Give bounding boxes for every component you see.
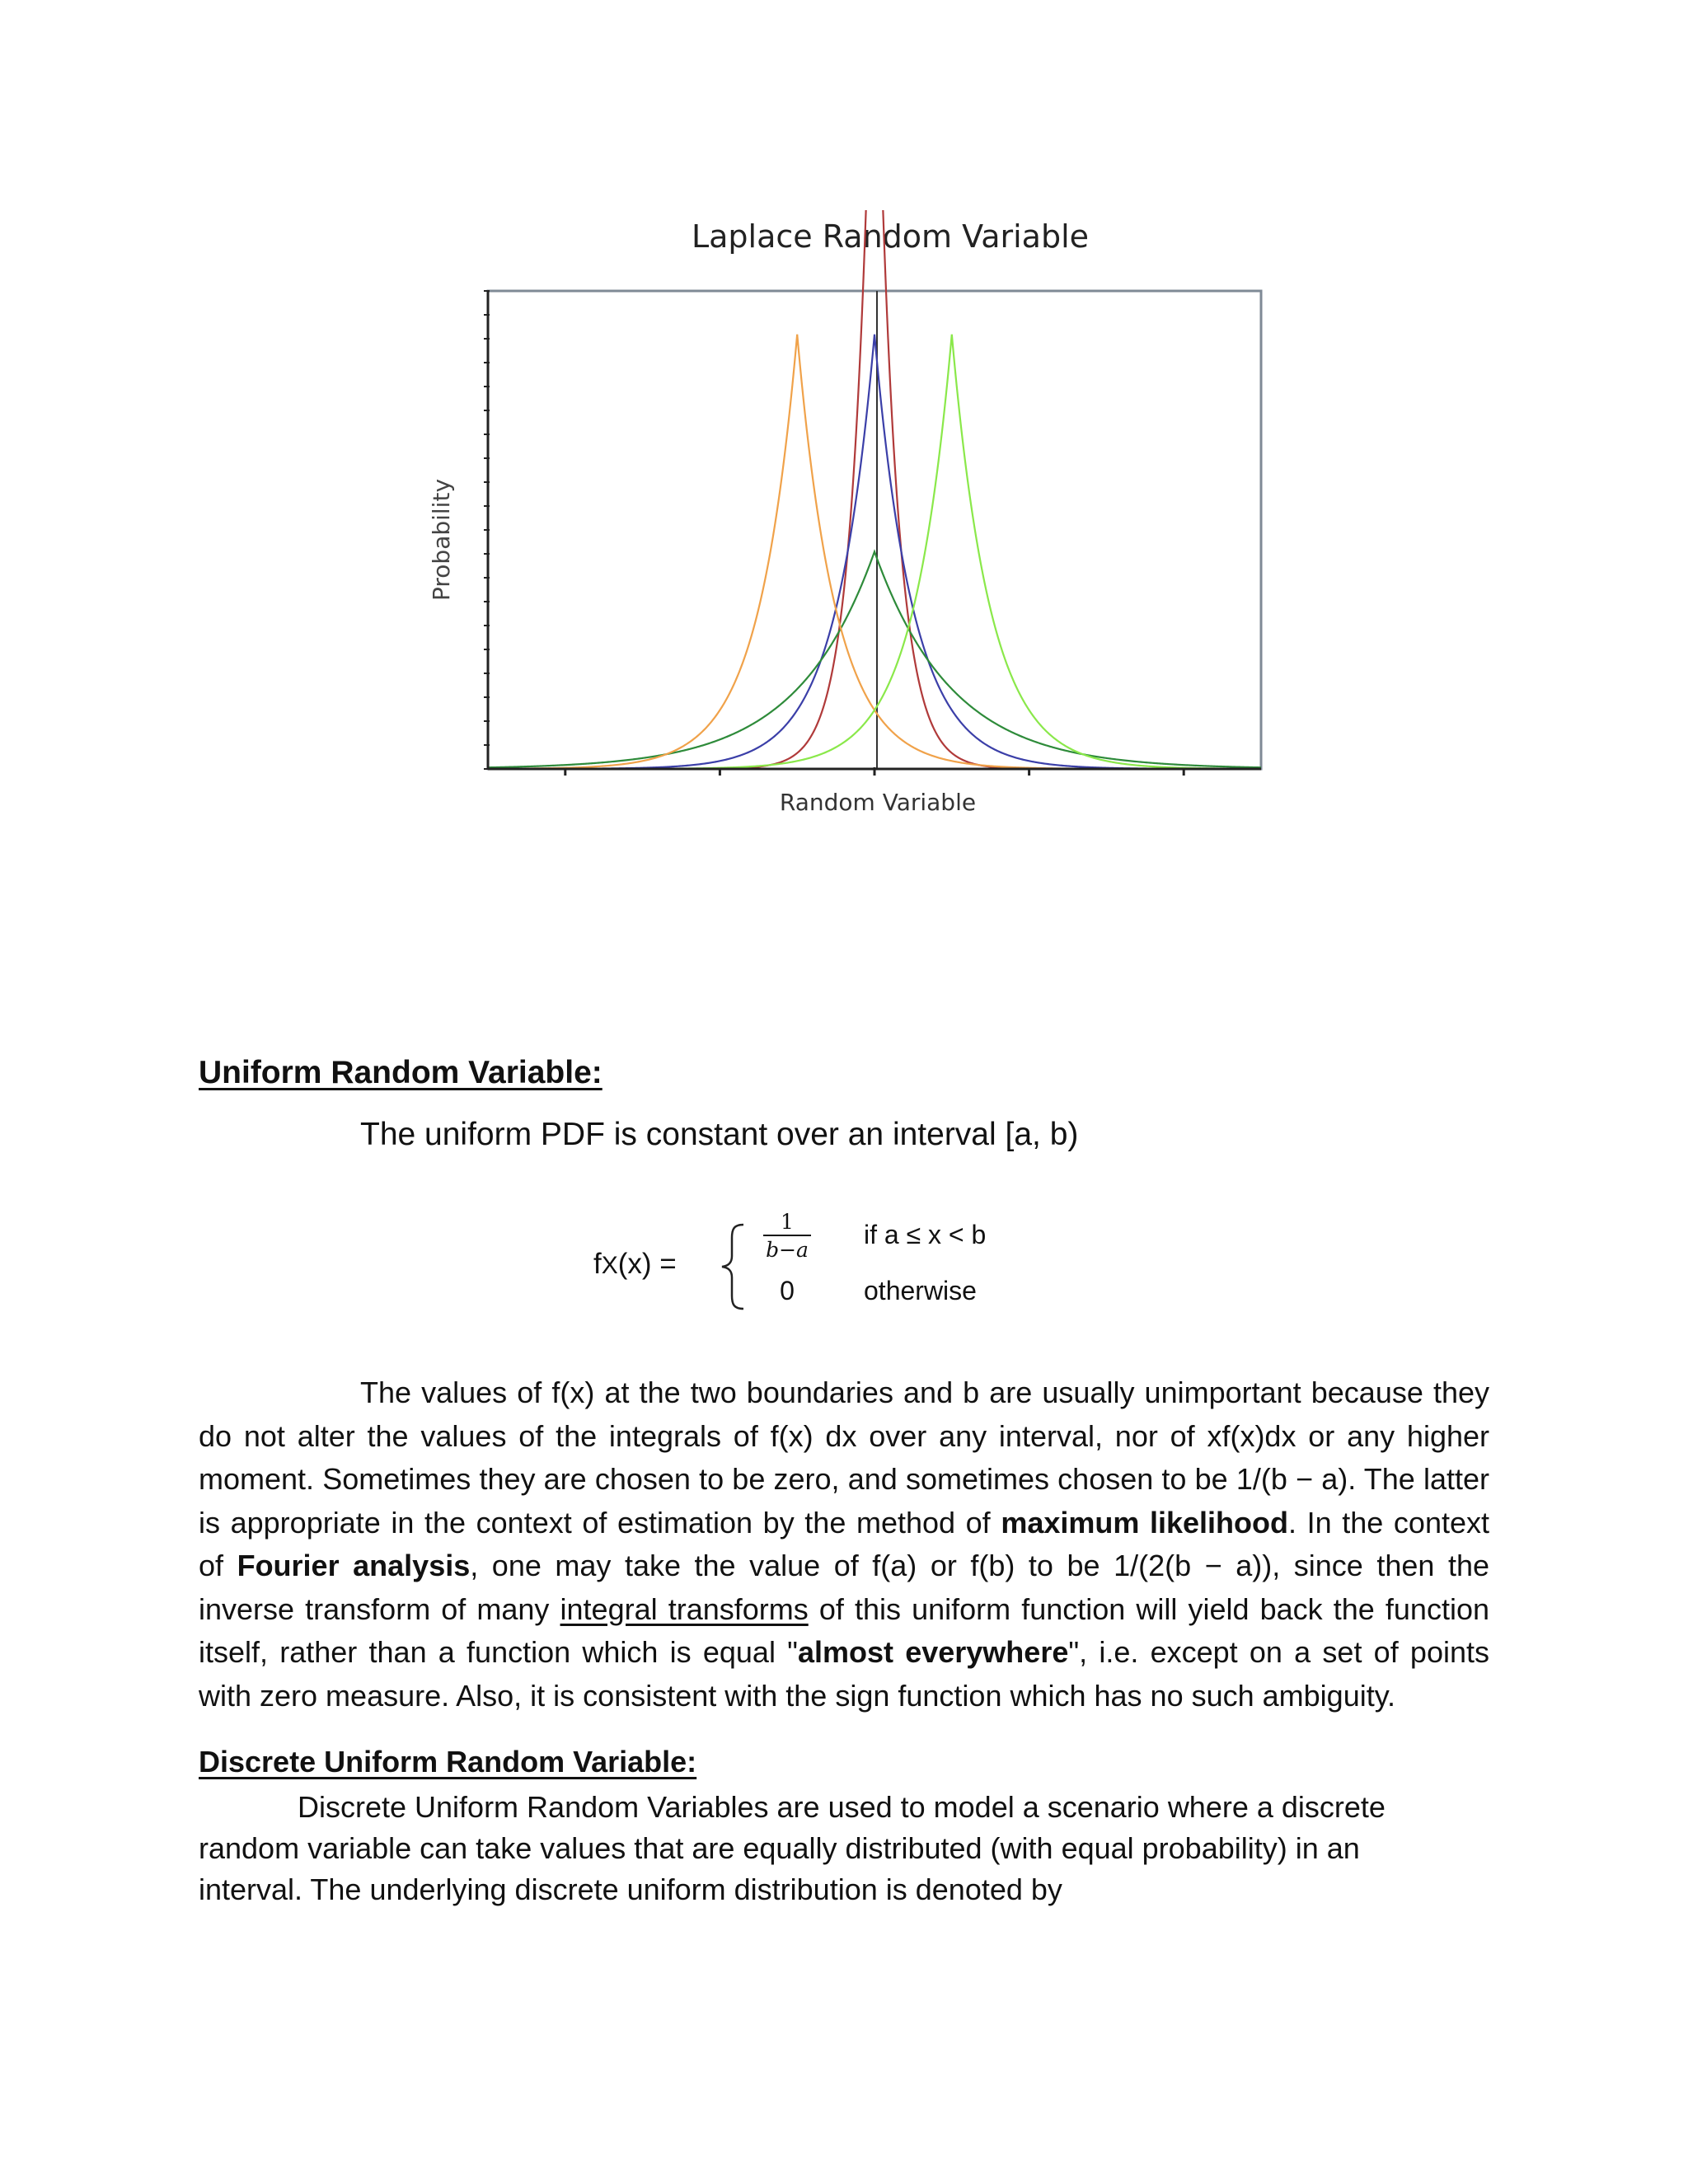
discrete-paragraph: Discrete Uniform Random Variables are used to model a scenario where a discrete random variable can take values that are equally distributed (with equal probability) in an interval. The underlying discrete uniform distribution is denoted by [199, 1790, 1386, 1906]
plot-frame [488, 291, 1261, 769]
uniform-pdf-formula [593, 1210, 1055, 1317]
uniform-heading: Uniform Random Variable: [199, 1055, 603, 1090]
x-axis-label: Random Variable [779, 789, 977, 816]
laplace-chart [412, 210, 1286, 837]
chart-title: Laplace Random Variable [691, 218, 1090, 255]
uniform-lead: The uniform PDF is constant over an interval [a, b) [360, 1117, 1079, 1152]
uniform-paragraph: The values of f(x) at the two boundaries and b are usually unimportant because they do not alter the values of the integrals of f(x) dx over any interval, nor of xf(x)dx or any higher moment. Sometimes they are chosen to be zero, and sometimes chosen to be 1/(b − a). The latter is appropriate in the context of estimation by the method of maximum likelihood. In the context of Fourier analysis, one may take the value of f(a) or f(b) to be 1/(2(b − a)), since then the inverse transform of many integral transforms of this uniform function will yield back the function itself, rather than a function which is equal "almost everywhere", i.e. except on a set of points with zero measure. Also, it is consistent with the sign function which has no such ambiguity. [199, 1376, 1490, 1713]
integral-transforms-link[interactable]: integral transforms [560, 1591, 809, 1626]
bold-fourier-analysis: Fourier analysis [237, 1549, 471, 1582]
formula-lhs: fX(x) = [593, 1248, 677, 1280]
series-group [488, 210, 1261, 769]
y-axis-label: Probability [428, 478, 455, 602]
series-line-1 [488, 210, 1261, 769]
formula-zero: 0 [780, 1276, 795, 1305]
series-line-3 [488, 551, 1261, 767]
formula-condition-1: if a ≤ x < b [864, 1220, 987, 1249]
formula-fraction: 1 b−a [758, 1210, 816, 1264]
discrete-heading: Discrete Uniform Random Variable: [199, 1745, 697, 1779]
formula-condition-2: otherwise [864, 1276, 977, 1305]
bold-maximum-likelihood: maximum likelihood [1001, 1505, 1289, 1540]
brace-icon [717, 1223, 750, 1310]
bold-almost-everywhere: almost everywhere [797, 1635, 1069, 1669]
